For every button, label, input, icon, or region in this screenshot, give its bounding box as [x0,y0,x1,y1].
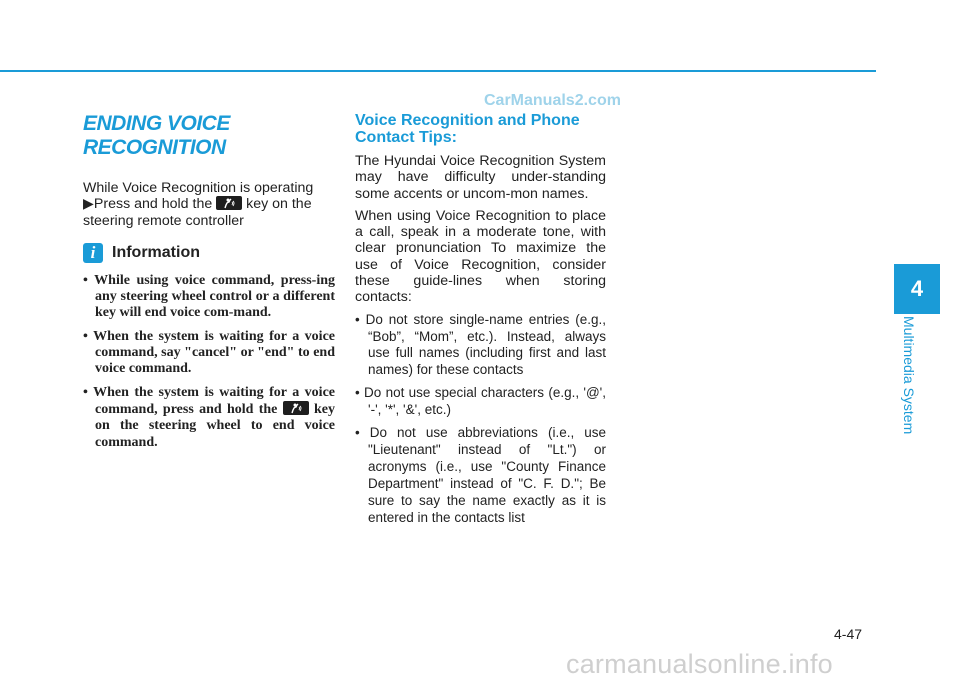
voice-key-icon [283,401,309,415]
information-item: • When the system is waiting for a voice command, say "cancel" or "end" to end voice command. [83,328,335,377]
intro-line-3: steering remote controller [83,212,244,229]
information-item: • While using voice command, press-ing any steering wheel control or a different key will end voice com-mand. [83,272,335,321]
intro-key-after: key on the [242,196,312,213]
tip-item: • Do not store single-name entries (e.g., “Bob”, “Mom”, etc.). Instead, always use full names (including first and last names) for these contacts [355,311,606,378]
header-rule [0,70,876,72]
watermark-top[interactable]: CarManuals2.com [484,92,621,109]
watermark-bottom[interactable]: carmanualsonline.info [566,649,833,679]
intro-text [83,180,335,229]
page-number: 4-47 [834,626,863,642]
section-title: ENDING VOICE RECOGNITION [83,112,230,159]
tips-paragraph-2: When using Voice Recognition to place a call, speak in a moderate tone, with clear pronunciation To maximize the use of Voice Recognition, consider these guide-lines when storing contacts: [355,207,606,306]
right-column [355,112,606,533]
chapter-tab: 4 [894,264,940,314]
information-list [83,273,335,451]
information-item-start: • When the system is waiting for a voice command, press and hold the [83,384,335,417]
intro-line-1: While Voice Recognition is operating [83,180,314,196]
voice-key-icon [216,196,242,210]
tip-item: • Do not use abbreviations (i.e., use "Lieutenant" instead of "Lt.") or acronyms (i.e., use "County Finance Department" instead of "C. F. D."; Be sure to say the name exactly as it is entered in the contacts list [355,425,606,525]
information-item-end: key on the steering wheel to end voice command. [95,401,335,450]
left-column [83,112,335,458]
intro-press: ▶Press and hold the [83,196,213,213]
chapter-label: Multimedia System [901,316,917,435]
tips-title: Voice Recognition and Phone Contact Tips: [355,112,580,146]
information-item [83,385,335,451]
tips-list [355,312,606,527]
tip-item: • Do not use special characters (e.g., '@', '-', '*', '&', etc.) [355,385,606,418]
tips-paragraph-1: The Hyundai Voice Recognition System may have difficulty under-standing some accents or uncom-mon names. [355,153,606,202]
information-title: Information [112,243,200,261]
information-heading [83,243,335,263]
info-icon: i [83,243,103,263]
